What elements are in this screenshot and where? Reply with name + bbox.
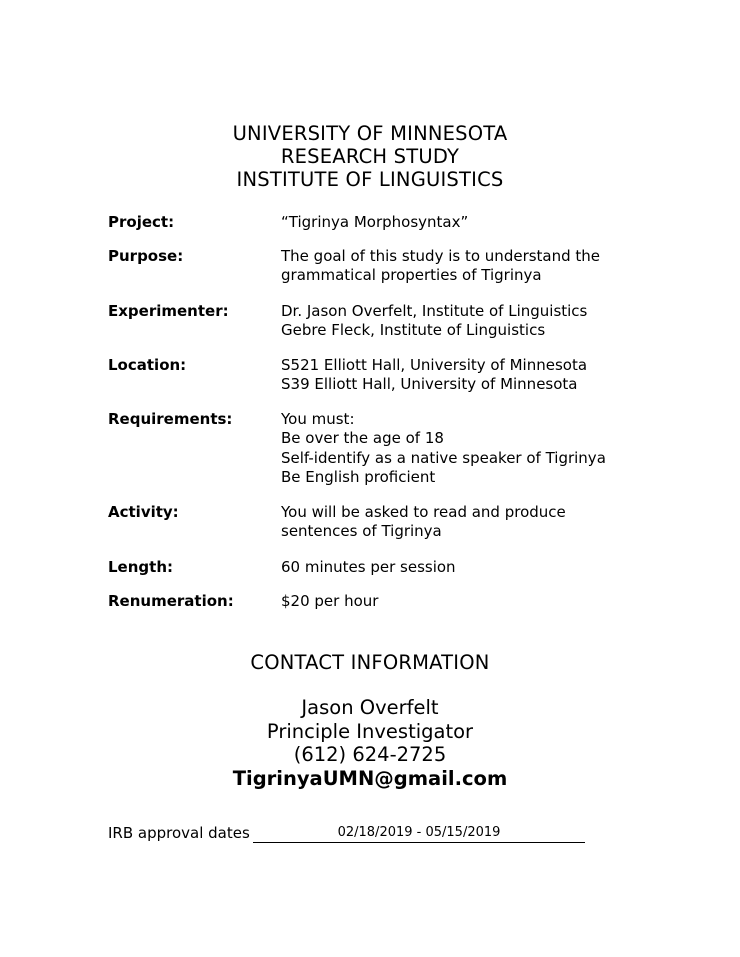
header-line-university: UNIVERSITY OF MINNESOTA <box>232 122 508 145</box>
field-label-purpose: Purpose: <box>108 246 184 265</box>
field-row-length <box>108 558 668 578</box>
field-label-project: Project: <box>108 213 175 231</box>
field-value-purpose <box>281 247 668 286</box>
field-value-line: You will be asked to read and produce <box>281 502 566 521</box>
irb-dates: 02/18/2019 - 05/15/2019 <box>337 825 501 840</box>
field-value-location <box>281 356 668 395</box>
irb-label: IRB approval dates <box>108 824 250 842</box>
field-value-line: Self-identify as a native speaker of Tigrinya <box>281 448 606 467</box>
contact-name: Jason Overfelt <box>301 696 439 719</box>
contact-phone: (612) 624-2725 <box>293 743 447 766</box>
field-list <box>108 213 668 612</box>
field-value-line: Be English proficient <box>281 468 436 486</box>
field-value-requirements <box>281 410 668 488</box>
document-header <box>0 122 740 191</box>
field-value-line: 60 minutes per session <box>281 557 456 576</box>
field-label-location: Location: <box>108 355 187 374</box>
field-row-project <box>108 213 668 233</box>
field-label-length: Length: <box>108 557 173 576</box>
irb-approval-footer <box>108 822 628 848</box>
field-value-line: You must: <box>281 409 355 428</box>
field-value-experimenter <box>281 302 668 341</box>
field-value-line: grammatical properties of Tigrinya <box>281 266 542 284</box>
field-value-line: The goal of this study is to understand the <box>281 246 601 265</box>
field-value-activity <box>281 503 668 542</box>
field-row-renumeration <box>108 592 668 612</box>
contact-role: Principle Investigator <box>266 719 474 743</box>
field-value-line: S39 Elliott Hall, University of Minnesota <box>281 375 578 393</box>
field-value-line: $20 per hour <box>281 592 379 610</box>
contact-section <box>0 651 740 791</box>
field-value-line: sentences of Tigrinya <box>281 522 442 540</box>
contact-email: TigrinyaUMN@gmail.com <box>232 766 508 790</box>
field-value-project <box>281 213 668 233</box>
contact-details <box>0 696 740 791</box>
field-value-length <box>281 558 668 578</box>
field-label-renumeration: Renumeration: <box>108 592 234 610</box>
header-line-research-study: RESEARCH STUDY <box>280 145 460 168</box>
field-value-line: S521 Elliott Hall, University of Minnesota <box>281 355 588 374</box>
field-row-experimenter <box>108 302 668 341</box>
irb-signature-rule <box>253 842 585 843</box>
field-row-requirements <box>108 410 668 488</box>
field-value-line: Gebre Fleck, Institute of Linguistics <box>281 321 546 339</box>
field-row-activity <box>108 503 668 542</box>
header-line-institute: INSTITUTE OF LINGUISTICS <box>236 168 504 191</box>
field-row-location <box>108 356 668 395</box>
field-label-requirements: Requirements: <box>108 409 233 428</box>
field-value-renumeration <box>281 592 668 612</box>
field-label-activity: Activity: <box>108 502 179 521</box>
contact-heading: CONTACT INFORMATION <box>250 651 490 674</box>
field-value-line: “Tigrinya Morphosyntax” <box>281 213 469 231</box>
field-value-line: Be over the age of 18 <box>281 429 444 447</box>
field-value-line: Dr. Jason Overfelt, Institute of Linguistics <box>281 301 588 320</box>
field-row-purpose <box>108 247 668 286</box>
field-label-experimenter: Experimenter: <box>108 301 229 320</box>
